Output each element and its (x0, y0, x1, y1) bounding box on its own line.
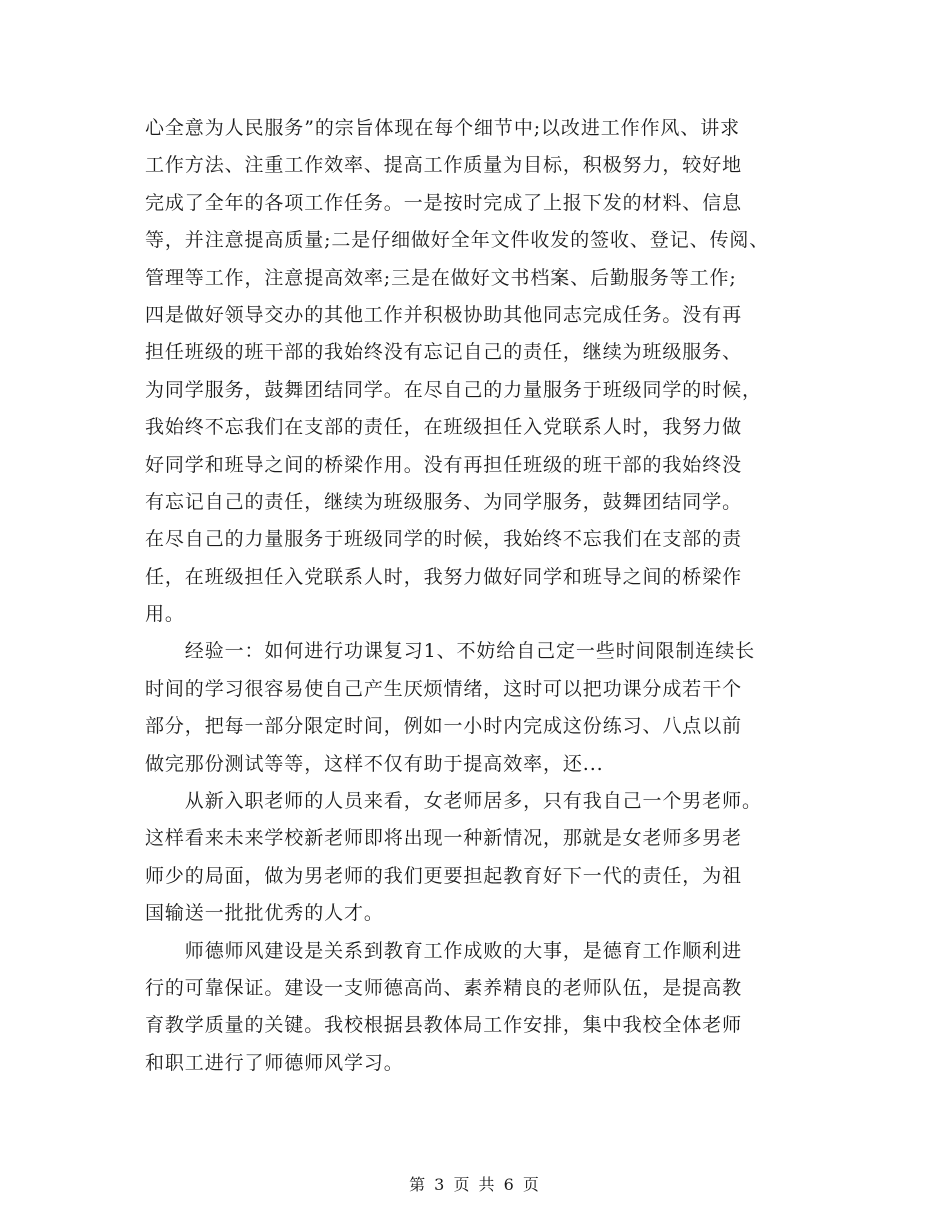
text-line: 这样看来未来学校新老师即将出现一种新情况，那就是女老师多男老 (145, 827, 743, 850)
text-line: 国输送一批批优秀的人才。 (145, 902, 384, 925)
text-line: 好同学和班导之间的桥梁作用。没有再担任班级的班干部的我始终没 (145, 453, 743, 476)
text-line: 时间的学习很容易使自己产生厌烦情绪，这时可以把功课分成若干个 (145, 677, 743, 700)
text-line: 等，并注意提高质量;二是仔细做好全年文件收发的签收、登记、传阅、 (145, 229, 770, 252)
text-line: 用。 (145, 603, 185, 626)
text-line: 工作方法、注重工作效率、提高工作质量为目标，积极努力，较好地 (145, 154, 743, 177)
text-line: 任，在班级担任入党联系人时，我努力做好同学和班导之间的桥梁作 (145, 565, 743, 588)
text-line: 从新入职老师的人员来看，女老师居多，只有我自己一个男老师。 (145, 790, 762, 813)
page-number-footer: 第 3 页 共 6 页 (409, 1175, 541, 1194)
text-line: 四是做好领导交办的其他工作并积极协助其他同志完成任务。没有再 (145, 303, 743, 326)
text-line: 行的可靠保证。建设一支师德高尚、素养精良的老师队伍，是提高教 (145, 976, 743, 999)
text-line: 育教学质量的关键。我校根据县教体局工作安排，集中我校全体老师 (145, 1014, 743, 1037)
text-line: 经验一：如何进行功课复习1、不妨给自己定一些时间限制连续长 (145, 640, 755, 663)
text-line: 有忘记自己的责任，继续为班级服务、为同学服务，鼓舞团结同学。 (145, 490, 743, 513)
text-line: 做完那份测试等等，这样不仅有助于提高效率，还... (145, 752, 604, 775)
text-line: 在尽自己的力量服务于班级同学的时候，我始终不忘我们在支部的责 (145, 528, 743, 551)
text-line: 师德师风建设是关系到教育工作成败的大事，是德育工作顺利进 (145, 939, 743, 962)
text-line: 我始终不忘我们在支部的责任，在班级担任入党联系人时，我努力做 (145, 416, 743, 439)
text-line: 为同学服务，鼓舞团结同学。在尽自己的力量服务于班级同学的时候， (145, 378, 762, 401)
text-line: 师少的局面，做为男老师的我们更要担起教育好下一代的责任，为祖 (145, 864, 743, 887)
text-line: 完成了全年的各项工作任务。一是按时完成了上报下发的材料、信息 (145, 191, 743, 214)
body-text (145, 110, 825, 1082)
text-line: 心全意为人民服务”的宗旨体现在每个细节中;以改进工作作风、讲求 (145, 117, 741, 139)
text-line: 管理等工作，注意提高效率;三是在做好文书档案、后勤服务等工作; (145, 266, 737, 289)
text-line: 部分，把每一部分限定时间，例如一小时内完成这份练习、八点以前 (145, 715, 743, 738)
text-line: 担任班级的班干部的我始终没有忘记自己的责任，继续为班级服务、 (145, 341, 743, 364)
text-line: 和职工进行了师德师风学习。 (145, 1051, 404, 1074)
